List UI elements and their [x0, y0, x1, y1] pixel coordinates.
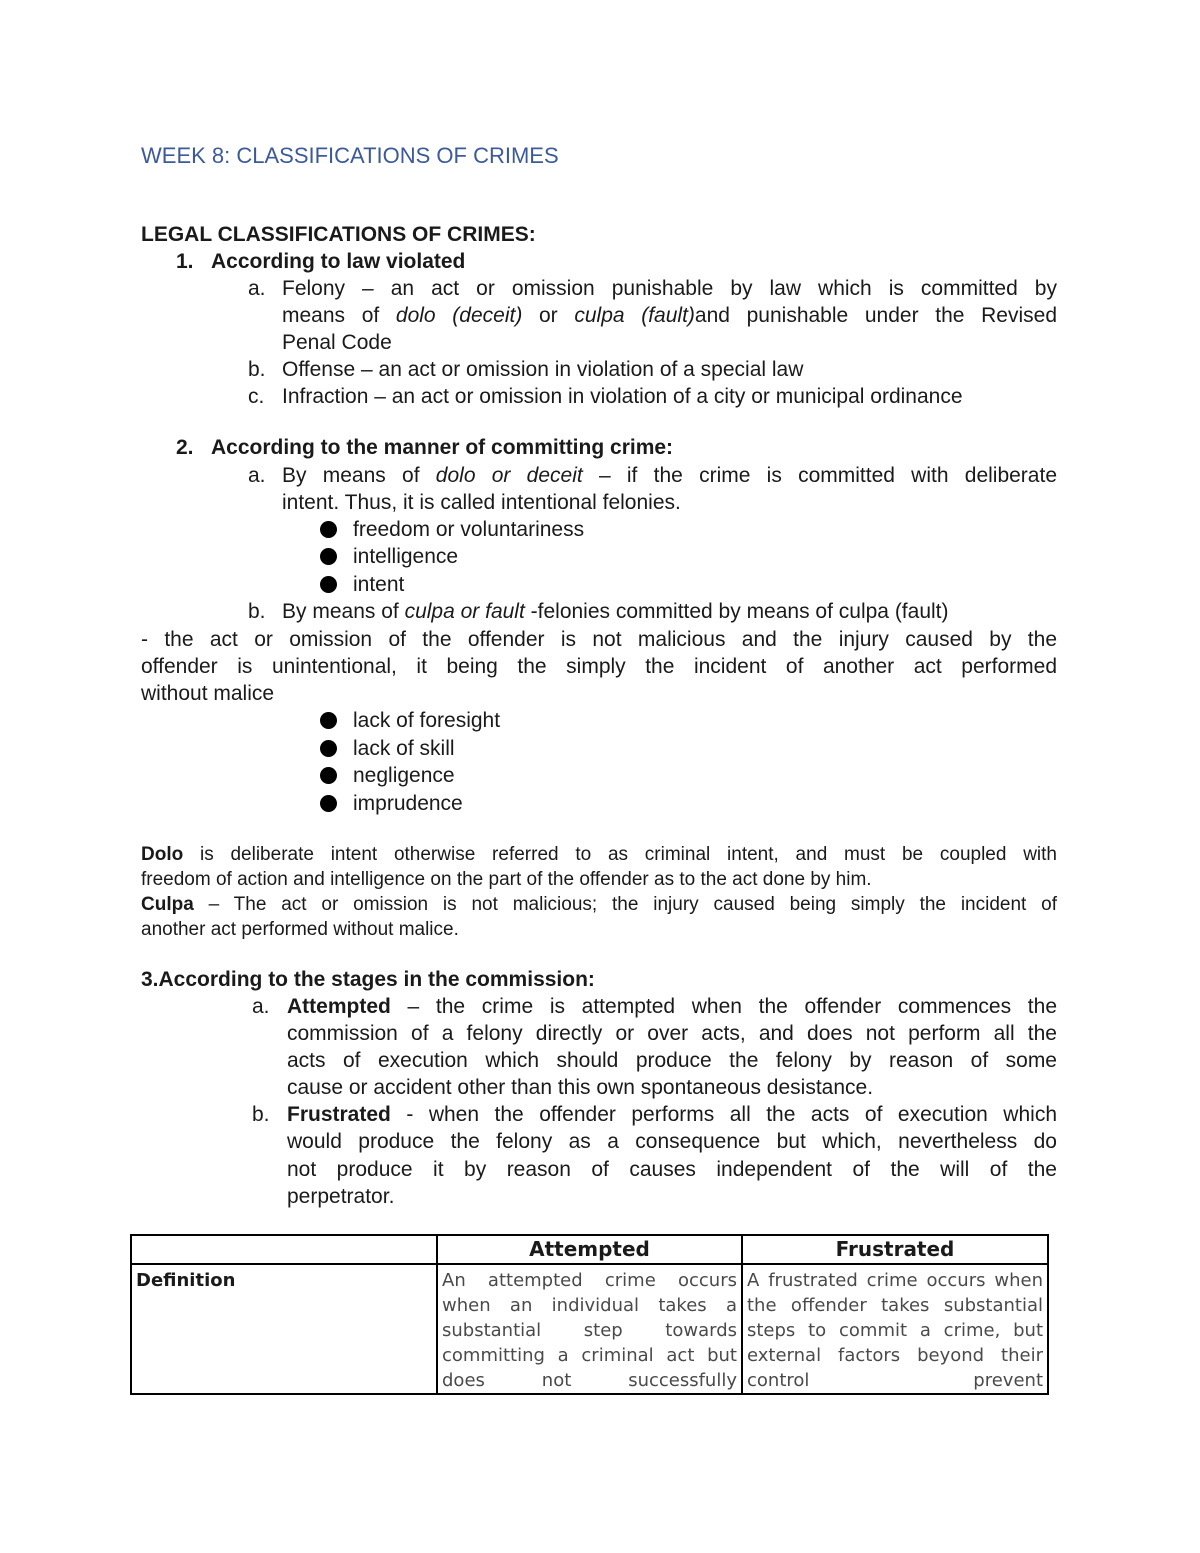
comparison-table	[130, 1234, 1049, 1395]
s1-a-line3: Penal Code	[282, 331, 392, 354]
s1-a-line1: Felony – an act or omission punishable by law which is committed by	[282, 277, 1057, 300]
culpa-bullet-item: imprudence	[353, 792, 463, 815]
culpa-bullet-item: lack of foresight	[353, 709, 501, 732]
s3-a-line1: Attempted – the crime is attempted when the offender commences the	[287, 995, 1057, 1018]
s3-a-line2: commission of a felony directly or over acts, and does not perform all the	[287, 1022, 1057, 1045]
bullet-icon	[320, 795, 337, 812]
page-title: WEEK 8: CLASSIFICATIONS OF CRIMES	[141, 143, 559, 168]
dolo-definition-line2: freedom of action and intelligence on the part of the offender as to the act done by him.	[141, 869, 872, 890]
dolo-bullet-item: intelligence	[353, 545, 459, 568]
s2-a-line2: intent. Thus, it is called intentional felonies.	[282, 491, 681, 514]
bullet-icon	[320, 576, 337, 593]
s1-number: 1.	[176, 250, 194, 273]
s3-b-line1: Frustrated - when the offender performs all the acts of execution which	[287, 1103, 1057, 1126]
s3-b-line3: not produce it by reason of causes independent of the will of the	[287, 1158, 1057, 1181]
s3-a-line4: cause or accident other than this own spontaneous desistance.	[287, 1076, 874, 1099]
s2-a-line1: By means of dolo or deceit – if the crime is committed with deliberate	[282, 464, 1057, 487]
table-header-row	[131, 1235, 1048, 1264]
frustrated-definition-cell: A frustrated crime occurs when the offender takes substantial steps to commit a crime, but external factors beyond their control prevent	[742, 1264, 1048, 1394]
s3-b-marker: b.	[252, 1103, 270, 1126]
table-row-label: Definition	[131, 1264, 437, 1394]
s2-a-marker: a.	[248, 464, 266, 487]
s3-a-marker: a.	[252, 995, 270, 1018]
section-heading: LEGAL CLASSIFICATIONS OF CRIMES:	[141, 223, 536, 246]
s3-a-line3: acts of execution which should produce the felony by reason of some	[287, 1049, 1057, 1072]
s2-number: 2.	[176, 436, 194, 459]
s1-title: According to law violated	[211, 250, 466, 273]
bullet-icon	[320, 740, 337, 757]
culpa-para-line1: - the act or omission of the offender is not malicious and the injury caused by the	[141, 628, 1057, 651]
s1-b-text: Offense – an act or omission in violation of a special law	[282, 358, 804, 381]
dolo-bullet-item: freedom or voluntariness	[353, 518, 585, 541]
bullet-icon	[320, 712, 337, 729]
bullet-icon	[320, 521, 337, 538]
s2-b-marker: b.	[248, 600, 266, 623]
table-header-frustrated: Frustrated	[742, 1235, 1048, 1264]
table-header-attempted: Attempted	[437, 1235, 742, 1264]
s1-c-marker: c.	[248, 385, 265, 408]
s1-b-marker: b.	[248, 358, 266, 381]
s3-title: 3.According to the stages in the commission:	[141, 968, 595, 991]
culpa-para-line3: without malice	[141, 682, 275, 705]
s2-b-line: By means of culpa or fault -felonies committed by means of culpa (fault)	[282, 600, 949, 623]
culpa-bullet-item: negligence	[353, 764, 455, 787]
culpa-bullet-item: lack of skill	[353, 737, 455, 760]
s3-b-line2: would produce the felony as a consequence but which, nevertheless do	[287, 1130, 1057, 1153]
table-row	[131, 1264, 1048, 1394]
attempted-definition-cell: An attempted crime occurs when an individual takes a substantial step towards committing a criminal act but does not successfully	[437, 1264, 742, 1394]
dolo-bullet-item: intent	[353, 573, 405, 596]
culpa-definition-line2: another act performed without malice.	[141, 919, 459, 940]
culpa-para-line2: offender is unintentional, it being the simply the incident of another act performed	[141, 655, 1057, 678]
table-header-empty	[131, 1235, 437, 1264]
culpa-definition-line1: Culpa – The act or omission is not malicious; the injury caused being simply the incident of	[141, 894, 1057, 915]
s3-b-line4: perpetrator.	[287, 1185, 395, 1208]
s2-title: According to the manner of committing crime:	[211, 436, 674, 459]
s1-a-line2: means of dolo (deceit) or culpa (fault)and punishable under the Revised	[282, 304, 1058, 327]
dolo-definition-line1: Dolo is deliberate intent otherwise referred to as criminal intent, and must be coupled with	[141, 844, 1057, 865]
bullet-icon	[320, 548, 337, 565]
s1-a-marker: a.	[248, 277, 266, 300]
s1-c-text: Infraction – an act or omission in violation of a city or municipal ordinance	[282, 385, 963, 408]
bullet-icon	[320, 767, 337, 784]
